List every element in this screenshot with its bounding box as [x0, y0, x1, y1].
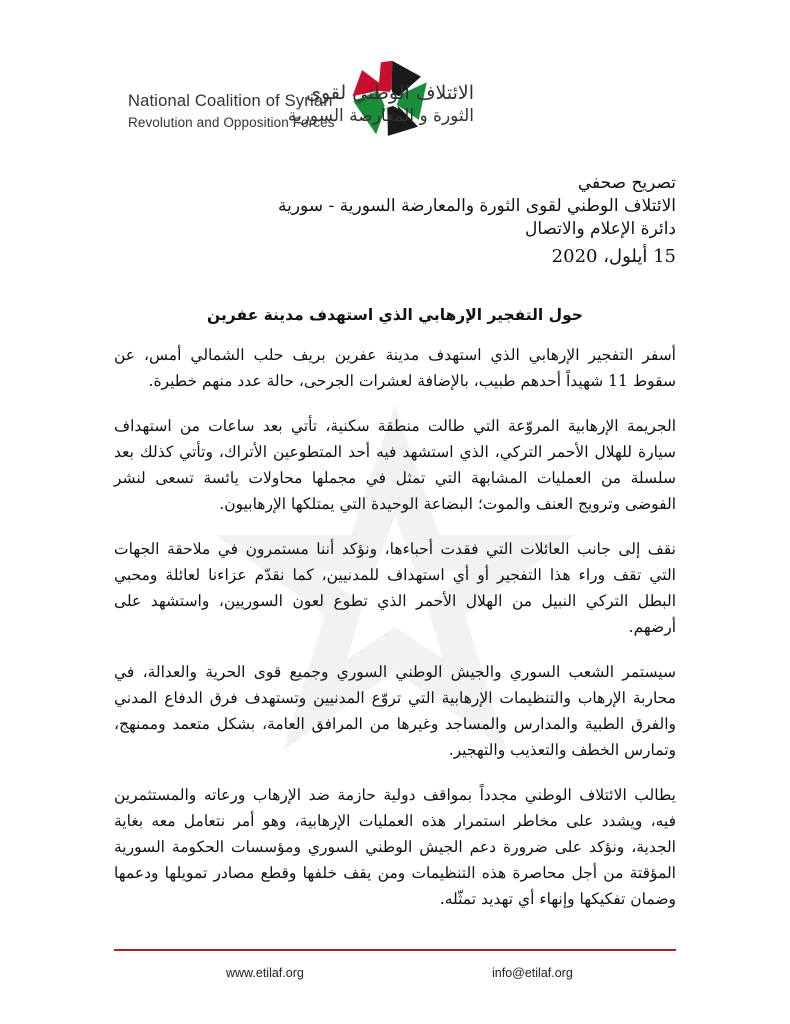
org-name-en-line1: National Coalition of Syrian: [128, 92, 333, 110]
body-paragraph: نقف إلى جانب العائلات التي فقدت أحباءها، ونؤكد أننا مستمرون في ملاحقة الجهات التي تقف وراء هذا التفجير أو أي استهداف للمدنيين، كما نقدّم عزاءنا لعائلة ومحبي البطل التركي النبيل من الهلال الأحمر الذي تطوع لعون السوريين، واستشهد على أرضهم.: [114, 540, 676, 636]
letterhead: [0, 0, 790, 150]
document-body: [114, 342, 676, 931]
website-link[interactable]: www.etilaf.org: [226, 966, 304, 980]
body-paragraph: سيستمر الشعب السوري والجيش الوطني السوري وجميع قوى الحرية والعدالة، في محاربة الإرهاب والتنظيمات الإرهابية التي تروّع المدنيين وتستهدف فرق الدفاع المدني والفرق الطبية والمدارس والمساجد وغيرها من المرافق العامة، بشكل متعمد وممنهج، وتمارس الخطف والتعذيب والتهجير.: [114, 663, 676, 759]
document-type: تصريح صحفي: [577, 173, 676, 193]
document-title: حول التفجير الإرهابي الذي استهدف مدينة عفرين: [207, 306, 583, 324]
org-name-ar-line1: الائتلاف الوطني لقوى: [306, 82, 474, 104]
org-name-en-line2: Revolution and Opposition Forces: [128, 115, 335, 130]
org-name-ar-line2: الثورة و المعارضة السورية: [287, 106, 474, 126]
issuing-department: دائرة الإعلام والاتصال: [525, 219, 676, 239]
body-paragraph: أسفر التفجير الإرهابي الذي استهدف مدينة عفرين بريف حلب الشمالي أمس، عن سقوط 11 شهيداً أحدهم طبيب، بالإضافة لعشرات الجرحى، حالة عدد منهم خطيرة.: [114, 346, 676, 390]
press-release-masthead: [116, 172, 676, 271]
email-link[interactable]: info@etilaf.org: [492, 966, 573, 980]
body-paragraph: الجريمة الإرهابية المروّعة التي طالت منطقة سكنية، تأتي بعد ساعات من استهداف سيارة للهلال الأحمر التركي، الذي استشهد فيه أحد المتطوعين الأتراك، وتأتي كذلك بعد سلسلة من العمليات المشابهة التي تمثل في مجملها محاولات يائسة تسعى لنشر الفوضى وترويج العنف والموت؛ البضاعة الوحيدة التي يمتلكها الإرهابيون.: [114, 417, 676, 513]
release-date: 15 أيلول، 2020: [551, 246, 676, 267]
body-paragraph: يطالب الائتلاف الوطني مجدداً بمواقف دولية حازمة ضد الإرهاب ورعاته والمستثمرين فيه، ويشدد على مخاطر استمرار هذه العمليات الإرهابية، وهو أمر نتعامل معه بغاية الجدية، ونؤكد على ضرورة دعم الجيش الوطني السوري ومؤسسات الحكومة السورية المؤقتة من أجل محاصرة هذه التنظيمات ومن يقف خلفها وقطع مصادر تمويلها ودعمها وضمان تفكيكها وإنهاء أي تهديد تمثّله.: [114, 786, 676, 908]
footer-divider: [114, 949, 676, 951]
issuing-organization: الائتلاف الوطني لقوى الثورة والمعارضة السورية - سورية: [278, 196, 676, 216]
org-name-ar: [288, 82, 474, 126]
